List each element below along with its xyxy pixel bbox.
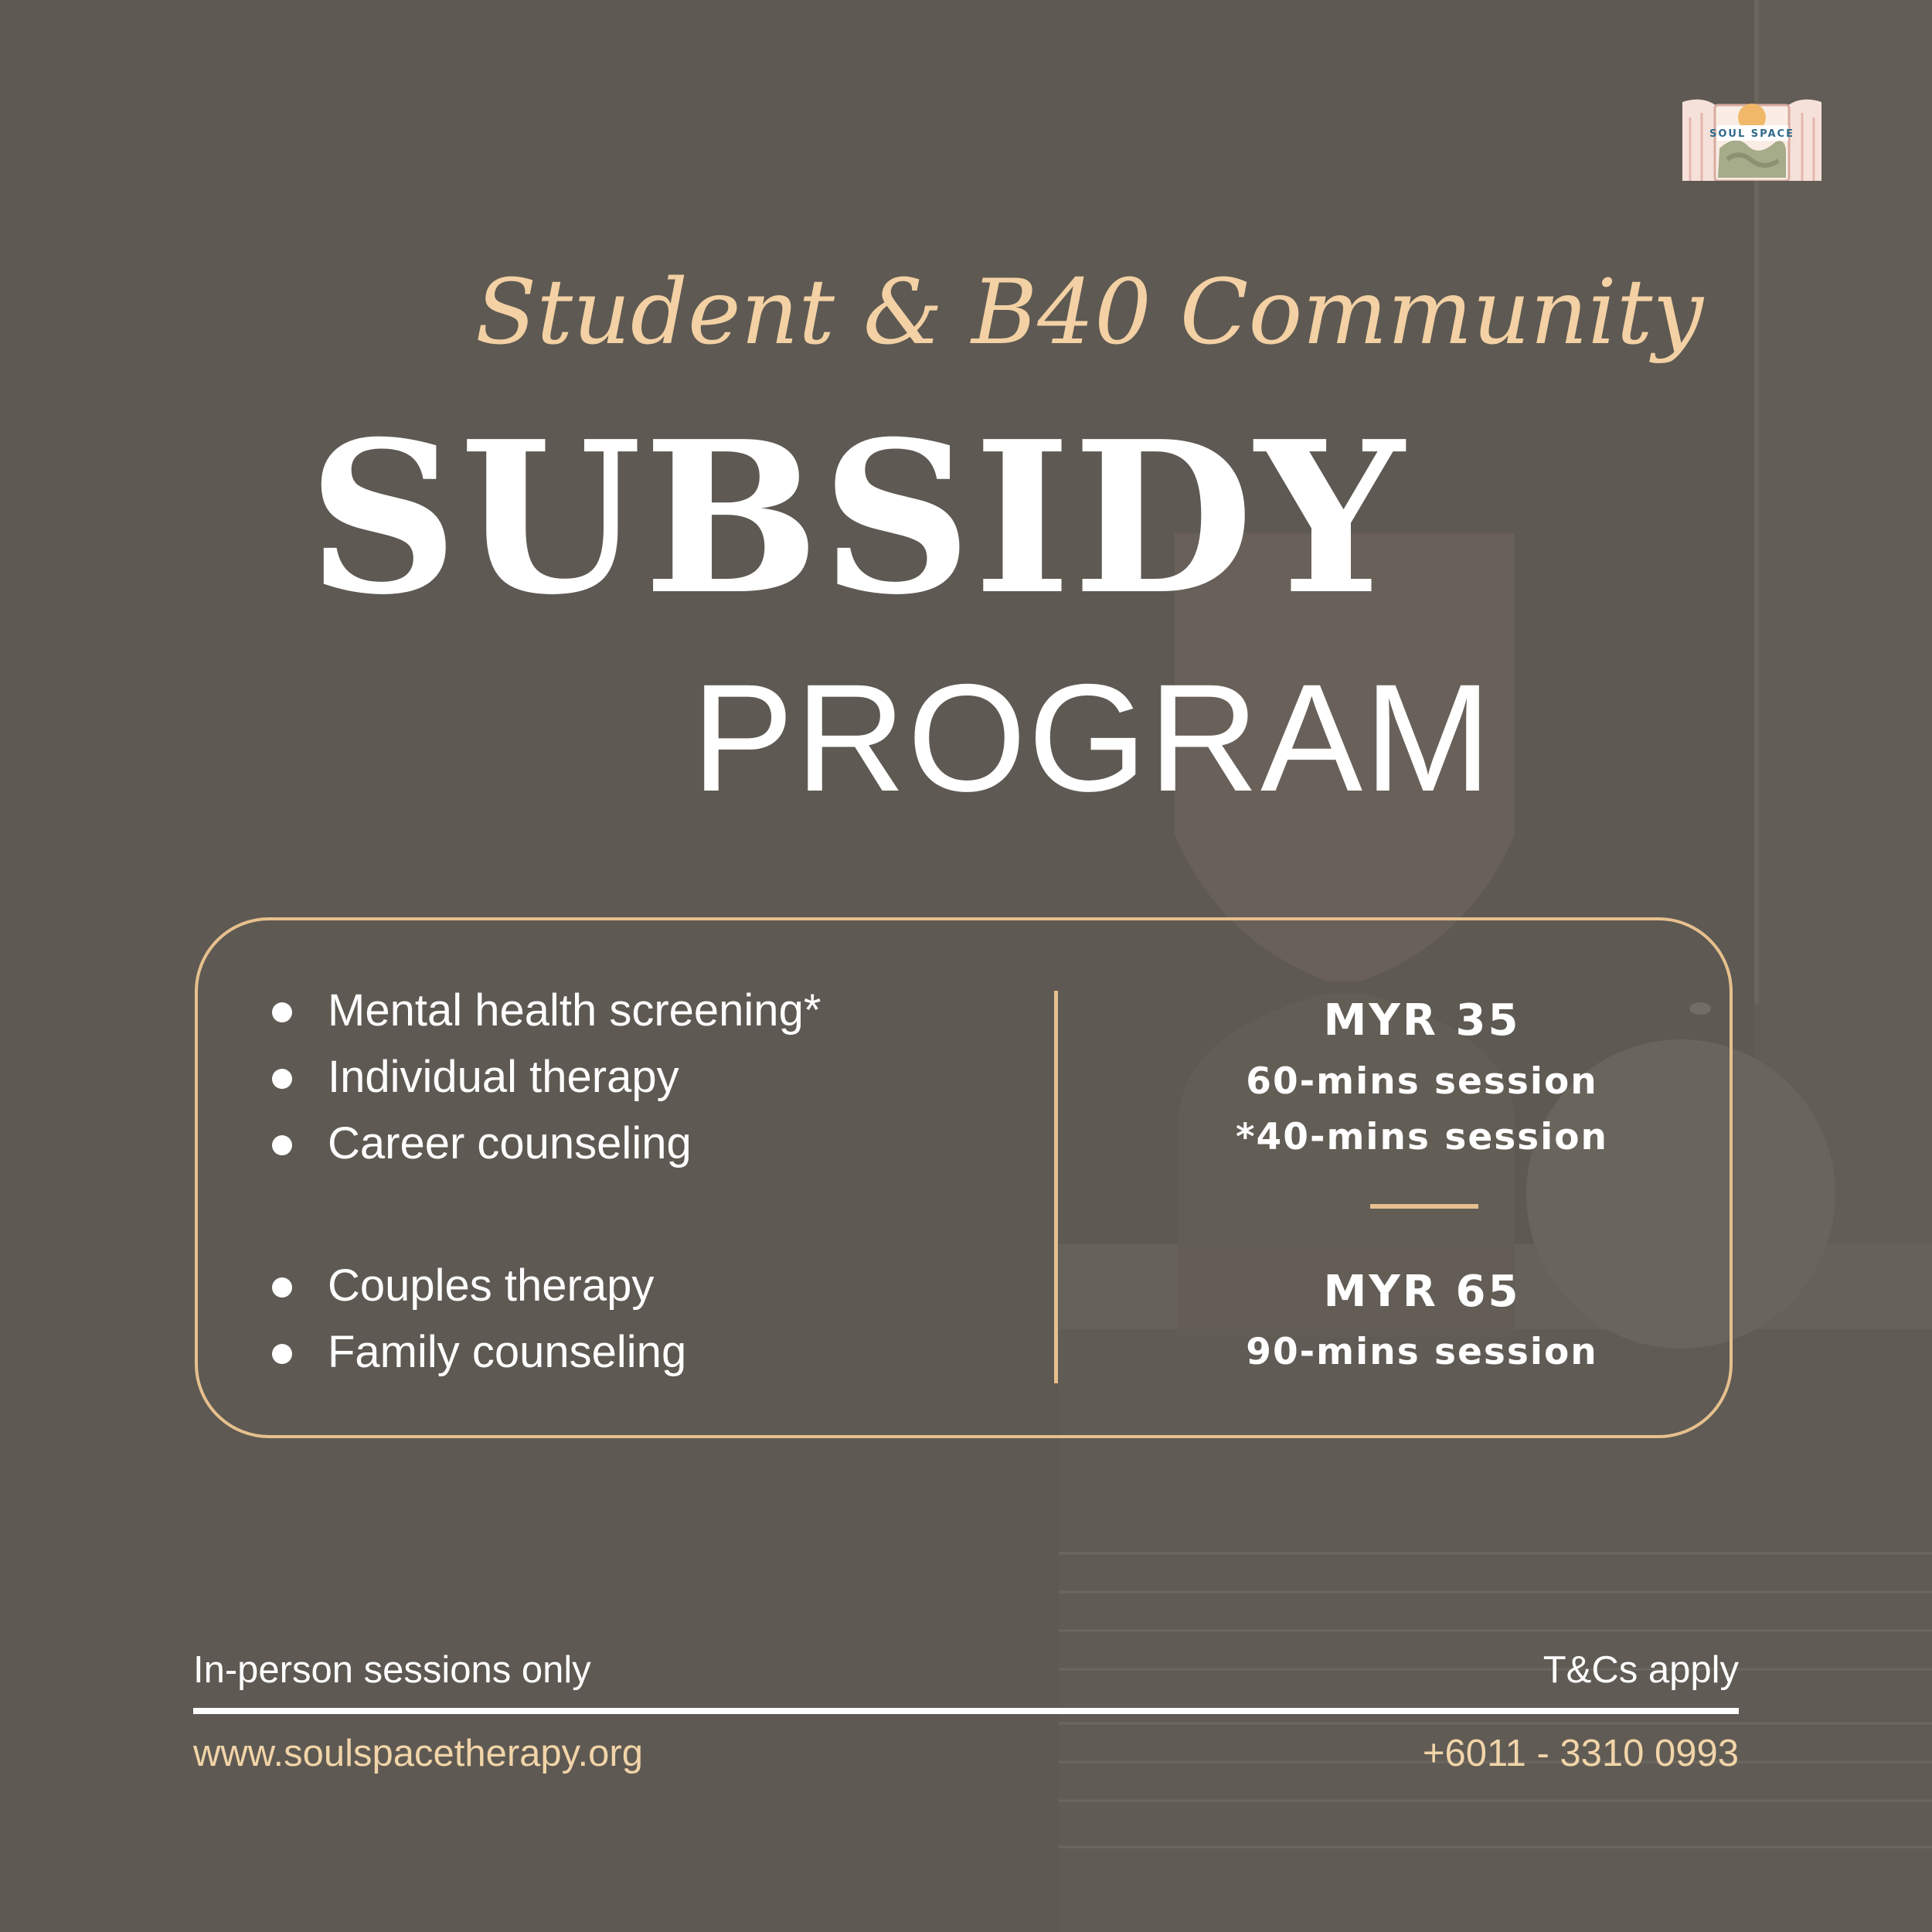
price-tier-2: MYR 65 <box>1323 1267 1521 1317</box>
list-item: Family counseling <box>269 1319 686 1386</box>
service-list-group-2 <box>269 1253 686 1386</box>
soul-space-logo <box>1682 94 1821 181</box>
logo-text: SOUL SPACE <box>1709 128 1794 140</box>
bullet-icon <box>272 1277 292 1298</box>
program-title-secondary: PROGRAM <box>692 652 1494 823</box>
website-link[interactable]: www.soulspacetherapy.org <box>193 1733 643 1774</box>
phone-number[interactable]: +6011 - 3310 0993 <box>1422 1733 1739 1774</box>
card-divider <box>1054 991 1058 1383</box>
price-tier-1: MYR 35 <box>1323 995 1521 1046</box>
price-divider <box>1370 1204 1478 1209</box>
list-item: Career counseling <box>269 1111 821 1177</box>
bullet-icon <box>272 1135 292 1155</box>
terms-note: T&Cs apply <box>1543 1649 1739 1691</box>
price-tier-1-duration: 60-mins session <box>1246 1060 1598 1103</box>
list-item: Individual therapy <box>269 1044 821 1111</box>
in-person-note: In-person sessions only <box>193 1649 591 1691</box>
program-subtitle: Student & B40 Community <box>475 260 1703 365</box>
bullet-icon <box>272 1344 292 1364</box>
price-tier-2-duration: 90-mins session <box>1246 1331 1598 1373</box>
bullet-icon <box>272 1069 292 1089</box>
program-title: SUBSIDY <box>308 395 1406 641</box>
price-tier-1-screening-duration: *40-mins session <box>1235 1116 1609 1158</box>
bullet-icon <box>272 1002 292 1022</box>
list-item: Mental health screening* <box>269 978 821 1044</box>
footer-divider <box>193 1708 1739 1714</box>
service-list-group-1 <box>269 978 821 1177</box>
list-item: Couples therapy <box>269 1253 686 1319</box>
